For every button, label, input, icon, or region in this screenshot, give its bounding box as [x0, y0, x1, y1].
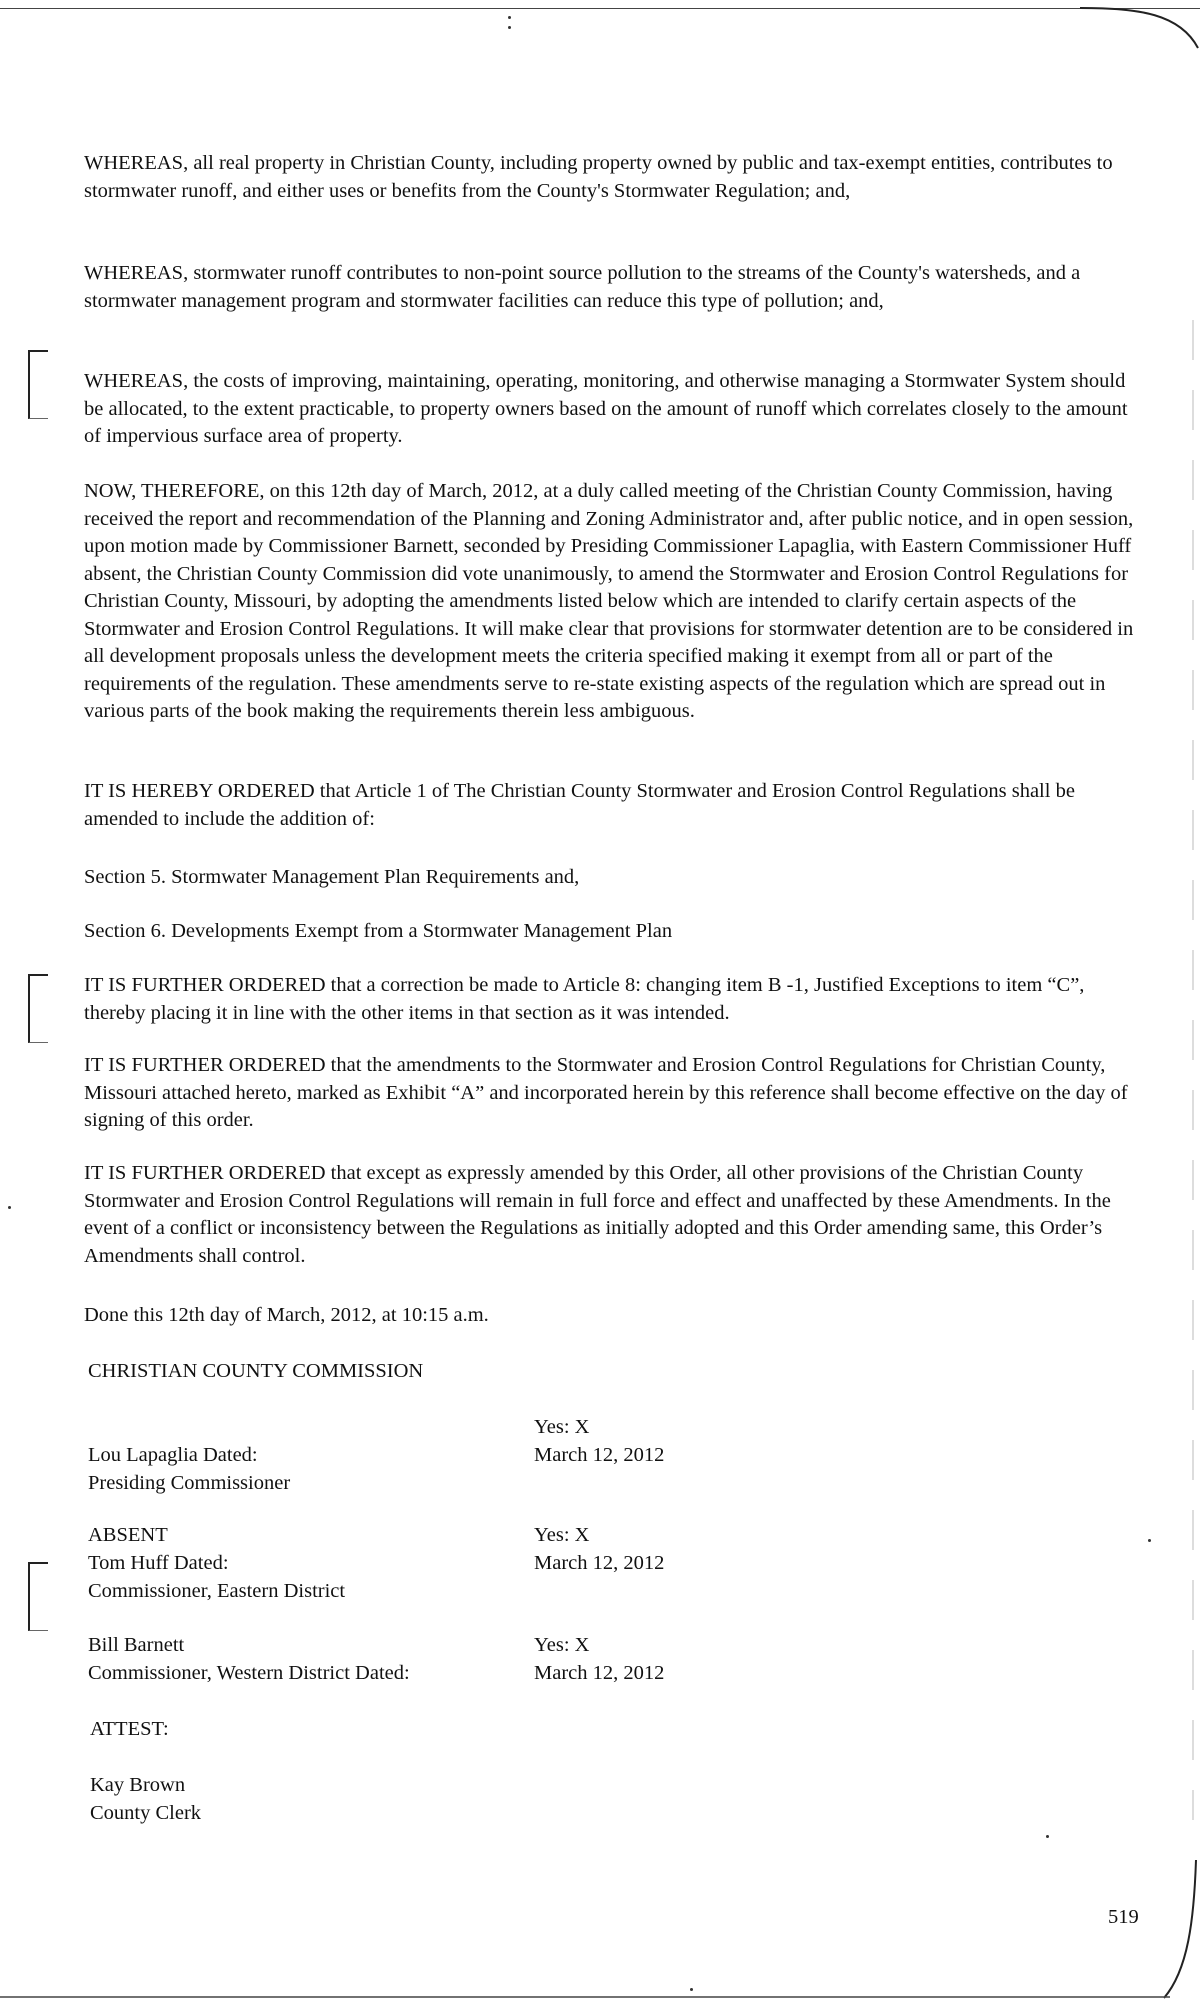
scan-speck [8, 1206, 11, 1209]
signer-3-vote: Yes: X [534, 1634, 590, 1656]
signer-2-name: Tom Huff Dated: [88, 1552, 229, 1574]
whereas-paragraph-1: WHEREAS, all real property in Christian County, including property owned by public and tax-exempt entities, contributes to stormwater runoff, and either uses or benefits from the County's Stormwater Regulation; and, [84, 152, 1113, 202]
signer-1-title: Presiding Commissioner [88, 1472, 291, 1494]
hereby-ordered-paragraph: IT IS HEREBY ORDERED that Article 1 of The Christian County Stormwater and Erosion Control Regulations shall be amended to include the addition of: [84, 780, 1075, 830]
signer-3-title: Commissioner, Western District Dated: [88, 1662, 410, 1684]
further-ordered-paragraph-3: IT IS FURTHER ORDERED that except as expressly amended by this Order, all other provisions of the Christian County Stormwater and Erosion Control Regulations will remain in full force and effect and unaffected by these Amendments. In the event of a conflict or inconsistency between the Regulations as initially adopted and this Order amending same, this Order’s Amendments shall control. [84, 1162, 1111, 1267]
further-ordered-paragraph-2: IT IS FURTHER ORDERED that the amendments to the Stormwater and Erosion Control Regulations for Christian County, Missouri attached hereto, marked as Exhibit “A” and incorporated herein by this reference shall become effective on the day of signing of this order. [84, 1054, 1128, 1131]
now-therefore-paragraph: NOW, THEREFORE, on this 12th day of March, 2012, at a duly called meeting of the Christian County Commission, having received the report and recommendation of the Planning and Zoning Administrator and, after public notice, and in open session, upon motion made by Commissioner Barnett, seconded by Presiding Commissioner Lapaglia, with Eastern Commissioner Huff absent, the Christian County Commission did vote unanimously, to amend the Stormwater and Erosion Control Regulations for Christian County, Missouri, by adopting the amendments listed below which are intended to clarify certain aspects of the Stormwater and Erosion Control Regulations. It will make clear that provisions for stormwater detention are to be considered in all development proposals unless the development meets the criteria specified making it exempt from all or part of the requirements of the regulation. These amendments serve to re-state existing aspects of the regulation which are spread out in various parts of the book making the requirements therein less ambiguous. [84, 480, 1134, 722]
whereas-paragraph-2: WHEREAS, stormwater runoff contributes to non-point source pollution to the streams of the County's watersheds, and a stormwater management program and stormwater facilities can reduce this type of pollution; and, [84, 262, 1081, 312]
signer-1-date: March 12, 2012 [534, 1444, 665, 1466]
signer-3-name: Bill Barnett [88, 1634, 185, 1656]
punch-bracket-3 [28, 1562, 48, 1631]
signer-1-name: Lou Lapaglia Dated: [88, 1444, 258, 1466]
page-curl-bottom-right [1160, 1860, 1200, 2001]
done-line: Done this 12th day of March, 2012, at 10:15 a.m. [84, 1304, 489, 1326]
page-number: 519 [1108, 1906, 1139, 1928]
attest-label: ATTEST: [90, 1718, 169, 1740]
section-5-line: Section 5. Stormwater Management Plan Requirements and, [84, 866, 580, 888]
further-ordered-paragraph-1: IT IS FURTHER ORDERED that a correction be made to Article 8: changing item B -1, Justified Exceptions to item “C”, thereby placing it in line with the other items in that section as it was intended. [84, 974, 1085, 1024]
attest-name: Kay Brown [90, 1774, 186, 1796]
scan-speck [690, 1988, 693, 1991]
scan-bottom-edge [0, 1985, 1200, 2001]
scan-speck [1148, 1539, 1151, 1542]
signer-3-date: March 12, 2012 [534, 1662, 665, 1684]
punch-bracket-1 [28, 350, 48, 419]
section-6-line: Section 6. Developments Exempt from a Stormwater Management Plan [84, 920, 673, 942]
scan-speck [1046, 1835, 1049, 1838]
scan-top-edge [0, 0, 1200, 9]
scan-speck [508, 16, 511, 19]
signer-2-status: ABSENT [88, 1524, 168, 1546]
attest-title: County Clerk [90, 1802, 202, 1824]
signer-2-title: Commissioner, Eastern District [88, 1580, 346, 1602]
right-margin-edge [1188, 320, 1198, 1820]
signer-1-vote: Yes: X [534, 1416, 590, 1438]
commission-heading: CHRISTIAN COUNTY COMMISSION [88, 1360, 424, 1382]
signer-2-date: March 12, 2012 [534, 1552, 665, 1574]
whereas-paragraph-3: WHEREAS, the costs of improving, maintaining, operating, monitoring, and otherwise managing a Stormwater System should be allocated, to the extent practicable, to property owners based on the amount of runoff which correlates closely to the amount of impervious surface area of property. [84, 370, 1128, 447]
page-curl-top-right [1080, 0, 1200, 60]
signer-2-vote: Yes: X [534, 1524, 590, 1546]
scan-speck [508, 26, 511, 29]
punch-bracket-2 [28, 974, 48, 1043]
